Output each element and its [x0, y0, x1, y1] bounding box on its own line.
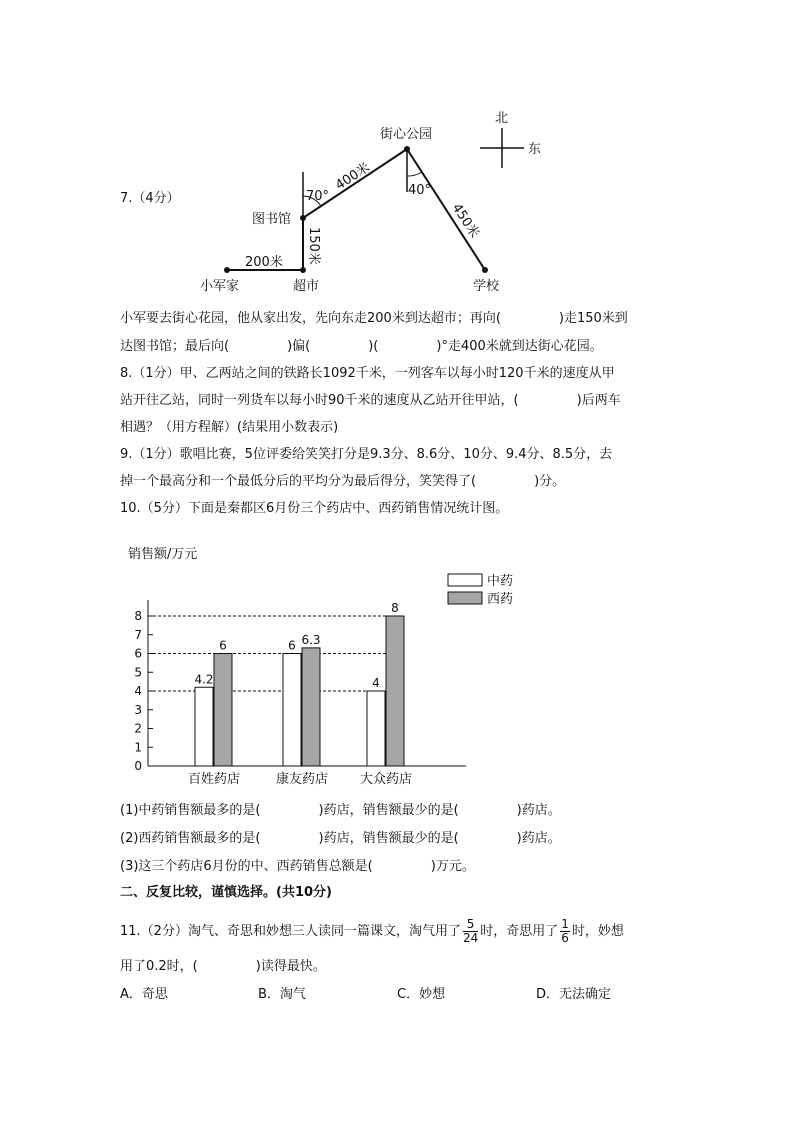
bar-western: [214, 654, 232, 767]
point-library: [300, 215, 306, 221]
q7-number: 7.（4分）: [120, 191, 180, 206]
angle-arc-40: [407, 172, 422, 176]
q10-sub2: (2)西药销售额最多的是( )药店，销售额最少的是( )药店。: [120, 831, 561, 846]
y-tick-label: 0: [134, 759, 142, 773]
y-tick-label: 6: [134, 646, 142, 661]
y-tick-label: 5: [134, 665, 142, 680]
label-400m: 400米: [333, 160, 373, 194]
q8-line1: 8.（1分）甲、乙两站之间的铁路长1092千米，一列客车以每小时120千米的速度从甲: [120, 366, 615, 381]
q7-line1: 小军要去街心花园，他从家出发，先向东走200米到达超市；再向( )走150米到: [120, 311, 628, 326]
q9-line2: 掉一个最高分和一个最低分后的平均分为最后得分，笑笑得了( )分。: [120, 474, 566, 489]
bar-western: [386, 616, 404, 766]
y-tick-label: 4: [134, 684, 142, 698]
section2-title: 二、反复比较，谨慎选择。(共10分): [120, 885, 332, 900]
bar-chart: [120, 540, 514, 790]
category-label: 大众药店: [359, 772, 413, 787]
y-tick-label: 2: [134, 721, 142, 736]
q11-line2: 用了0.2时，( )读得最快。: [120, 959, 326, 974]
q11-option-a[interactable]: A．奇思: [120, 987, 168, 1002]
q8-line2: 站开往乙站，同时一列货车以每小时90千米的速度从乙站开往甲站，( )后两车: [120, 393, 621, 408]
y-tick-label: 1: [134, 740, 142, 755]
bar-chinese: [195, 687, 213, 766]
y-tick-label: 7: [134, 627, 142, 642]
q10-line1: 10.（5分）下面是秦都区6月份三个药店中、西药销售情况统计图。: [120, 501, 509, 516]
bar-value-label: 4.2: [194, 672, 214, 687]
bar-chinese: [283, 654, 301, 767]
q11-option-d[interactable]: D．无法确定: [536, 987, 612, 1002]
q7-line2: 达图书馆；最后向( )偏( )( )°走400米就到达街心花园。: [120, 339, 603, 354]
label-park: 街心公园: [380, 127, 433, 142]
chart-ylabel: 销售额/万元: [128, 547, 198, 562]
bar-value-label: 6.3: [301, 632, 321, 647]
legend-label-chinese: 中药: [487, 574, 514, 589]
label-40deg: 40°: [408, 183, 432, 198]
q10-sub3: (3)这三个药店6月份的中、西药销售总额是( )万元。: [120, 859, 475, 874]
label-library: 图书馆: [252, 212, 292, 227]
bar-chinese: [367, 691, 385, 766]
label-70deg: 70°: [306, 189, 330, 204]
q11-line1: 11.（2分）淘气、奇思和妙想三人读同一篇课文，淘气用了 $\frac{5}{24}$ 时，奇思用了 $\frac{1}{6}$ 时，妙想: [120, 917, 624, 945]
label-north: 北: [495, 111, 509, 126]
path-park-school: [407, 149, 485, 270]
point-school: [482, 267, 488, 273]
label-east: 东: [528, 142, 542, 157]
q8-line3: 相遇？（用方程解）(结果用小数表示): [120, 420, 339, 435]
fraction-1-6: $\frac{1}{6}$: [561, 917, 569, 945]
legend-swatch-chinese: [448, 574, 482, 586]
label-200m: 200米: [245, 255, 283, 270]
bar-value-label: 4: [372, 676, 380, 690]
y-tick-label: 8: [134, 609, 142, 623]
q11-option-c[interactable]: C．妙想: [397, 987, 446, 1002]
point-park: [404, 146, 410, 152]
label-school: 学校: [473, 279, 500, 294]
bar-value-label: 6: [288, 638, 296, 653]
direction-map: [190, 100, 560, 300]
label-450m: 450米: [448, 201, 482, 241]
point-home: [224, 267, 230, 273]
legend-swatch-western: [448, 592, 482, 604]
label-home: 小军家: [200, 279, 240, 294]
category-label: 康友药店: [275, 772, 329, 787]
label-market: 超市: [293, 279, 320, 294]
bar-western: [302, 648, 320, 766]
category-label: 百姓药店: [187, 772, 241, 787]
point-market: [300, 267, 306, 273]
q9-line1: 9.（1分）歌唱比赛，5位评委给笑笑打分是9.3分、8.6分、10分、9.4分、8.5分，去: [120, 447, 613, 462]
y-tick-label: 3: [134, 702, 142, 717]
bar-value-label: 8: [391, 601, 399, 615]
label-150m: 150米: [306, 227, 321, 265]
bar-value-label: 6: [219, 638, 227, 653]
q11-option-b[interactable]: B．淘气: [258, 987, 306, 1002]
fraction-5-24: $\frac{5}{24}$: [462, 917, 479, 945]
q10-sub1: (1)中药销售额最多的是( )药店，销售额最少的是( )药店。: [120, 803, 561, 818]
legend-label-western: 西药: [487, 592, 514, 607]
